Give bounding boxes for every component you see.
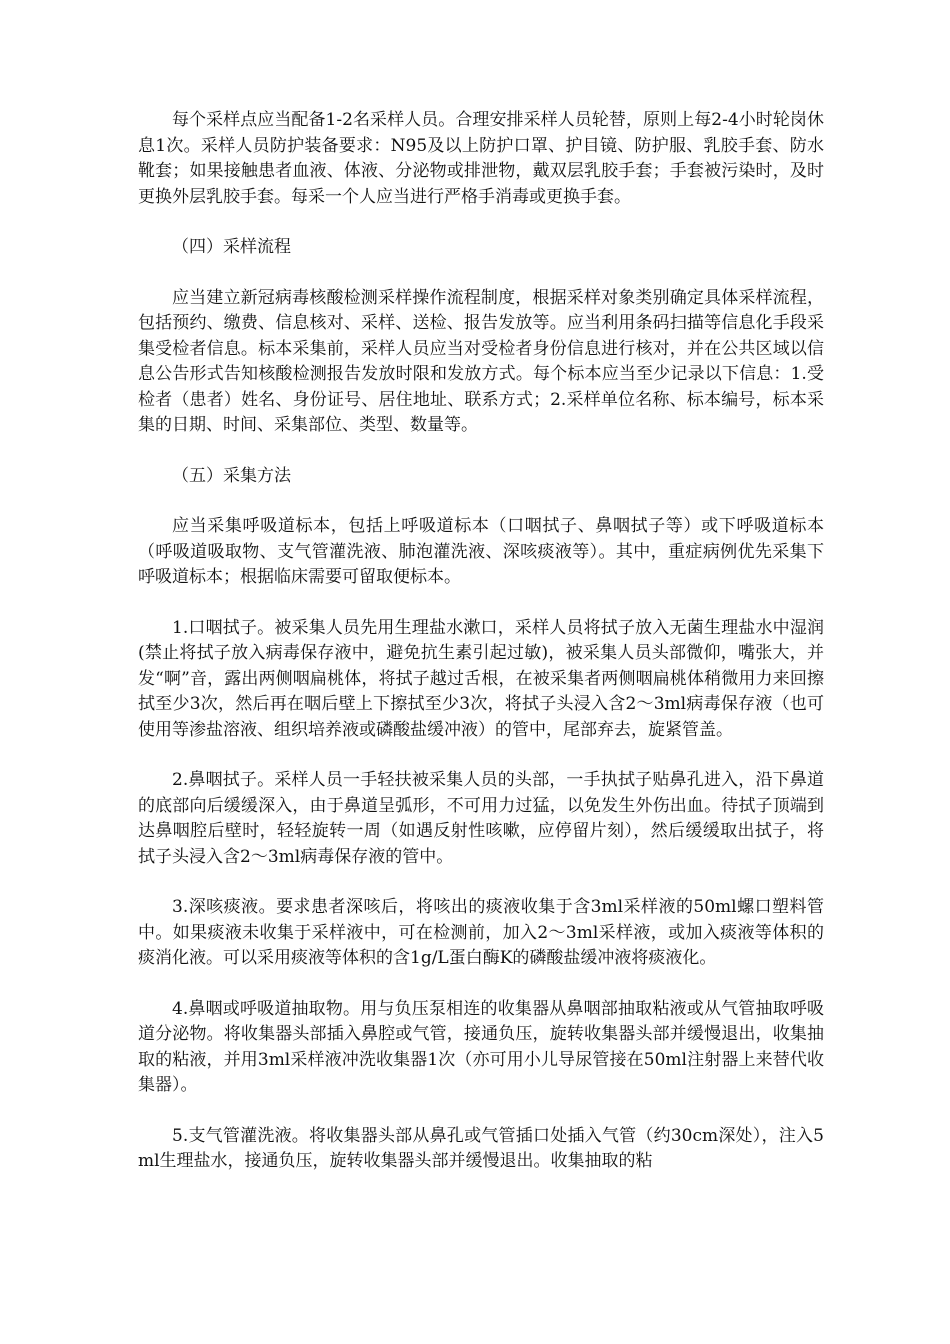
document-page: [138, 108, 824, 1175]
section-heading-sampling-process: （四）采样流程: [172, 237, 291, 257]
section-heading-collection-method: （五）采集方法: [172, 465, 291, 486]
paragraph-bronchial-lavage: 5.支气管灌洗液。将收集器头部从鼻孔或气管插口处插入气管（约30cm深处），注入5ml生理盐水，接通负压，旋转收集器头部并缓慢退出。收集抽取的粘: [138, 1125, 824, 1171]
paragraph-oropharyngeal-swab: 1.口咽拭子。被采集人员先用生理盐水漱口，采样人员将拭子放入无菌生理盐水中湿润(禁止将拭子放入病毒保存液中，避免抗生素引起过敏)，被采集人员头部微仰，嘴张大，并发“啊”音，露出两侧咽扁桃体，将拭子越过舌根，在被采集者两侧咽扁桃体稍微用力来回擦拭至少3次，然后再在咽后壁上下擦拭至少3次，将拭子头浸入含2～3ml病毒保存液（也可使用等渗盐溶液、组织培养液或磷酸盐缓冲液）的管中，尾部弃去，旋紧管盖。: [138, 617, 824, 740]
paragraph-collection-overview: 应当采集呼吸道标本，包括上呼吸道标本（口咽拭子、鼻咽拭子等）或下呼吸道标本（呼吸道吸取物、支气管灌洗液、肺泡灌洗液、深咳痰液等）。其中，重症病例优先采集下呼吸道标本；根据临床需要可留取便标本。: [138, 516, 824, 587]
paragraph-nasopharyngeal-swab: 2.鼻咽拭子。采样人员一手轻扶被采集人员的头部，一手执拭子贴鼻孔进入，沿下鼻道的底部向后缓缓深入，由于鼻道呈弧形，不可用力过猛，以免发生外伤出血。待拭子顶端到达鼻咽腔后壁时，轻轻旋转一周（如遇反射性咳嗽，应停留片刻），然后缓缓取出拭子，将拭子头浸入含2～3ml病毒保存液的管中。: [138, 770, 824, 867]
paragraph-sampling-process: 应当建立新冠病毒核酸检测采样操作流程制度，根据采样对象类别确定具体采样流程，包括预约、缴费、信息核对、采样、送检、报告发放等。应当利用条码扫描等信息化手段采集受检者信息。标本采集前，采样人员应当对受检者身份信息进行核对，并在公共区域以信息公告形式告知核酸检测报告发放时限和发放方式。每个标本应当至少记录以下信息：1.受检者（患者）姓名、身份证号、居住地址、联系方式；2.采样单位名称、标本编号，标本采集的日期、时间、采集部位、类型、数量等。: [138, 287, 824, 435]
paragraph-aspirate: 4.鼻咽或呼吸道抽取物。用与负压泵相连的收集器从鼻咽部抽取粘液或从气管抽取呼吸道分泌物。将收集器头部插入鼻腔或气管，接通负压，旋转收集器头部并缓慢退出，收集抽取的粘液，并用3ml采样液冲洗收集器1次（亦可用小儿导尿管接在50ml注射器上来替代收集器）。: [138, 998, 824, 1095]
paragraph-staffing: 每个采样点应当配备1-2名采样人员。合理安排采样人员轮替，原则上每2-4小时轮岗休息1次。采样人员防护装备要求：N95及以上防护口罩、护目镜、防护服、乳胶手套、防水靴套；如果接触患者血液、体液、分泌物或排泄物，戴双层乳胶手套；手套被污染时，及时更换外层乳胶手套。每采一个人应当进行严格手消毒或更换手套。: [138, 110, 824, 207]
paragraph-deep-cough-sputum: 3.深咳痰液。要求患者深咳后，将咳出的痰液收集于含3ml采样液的50ml螺口塑料管中。如果痰液未收集于采样液中，可在检测前，加入2～3ml采样液，或加入痰液等体积的痰消化液。可以采用痰液等体积的含1g/L蛋白酶K的磷酸盐缓冲液将痰液化。: [138, 897, 824, 968]
